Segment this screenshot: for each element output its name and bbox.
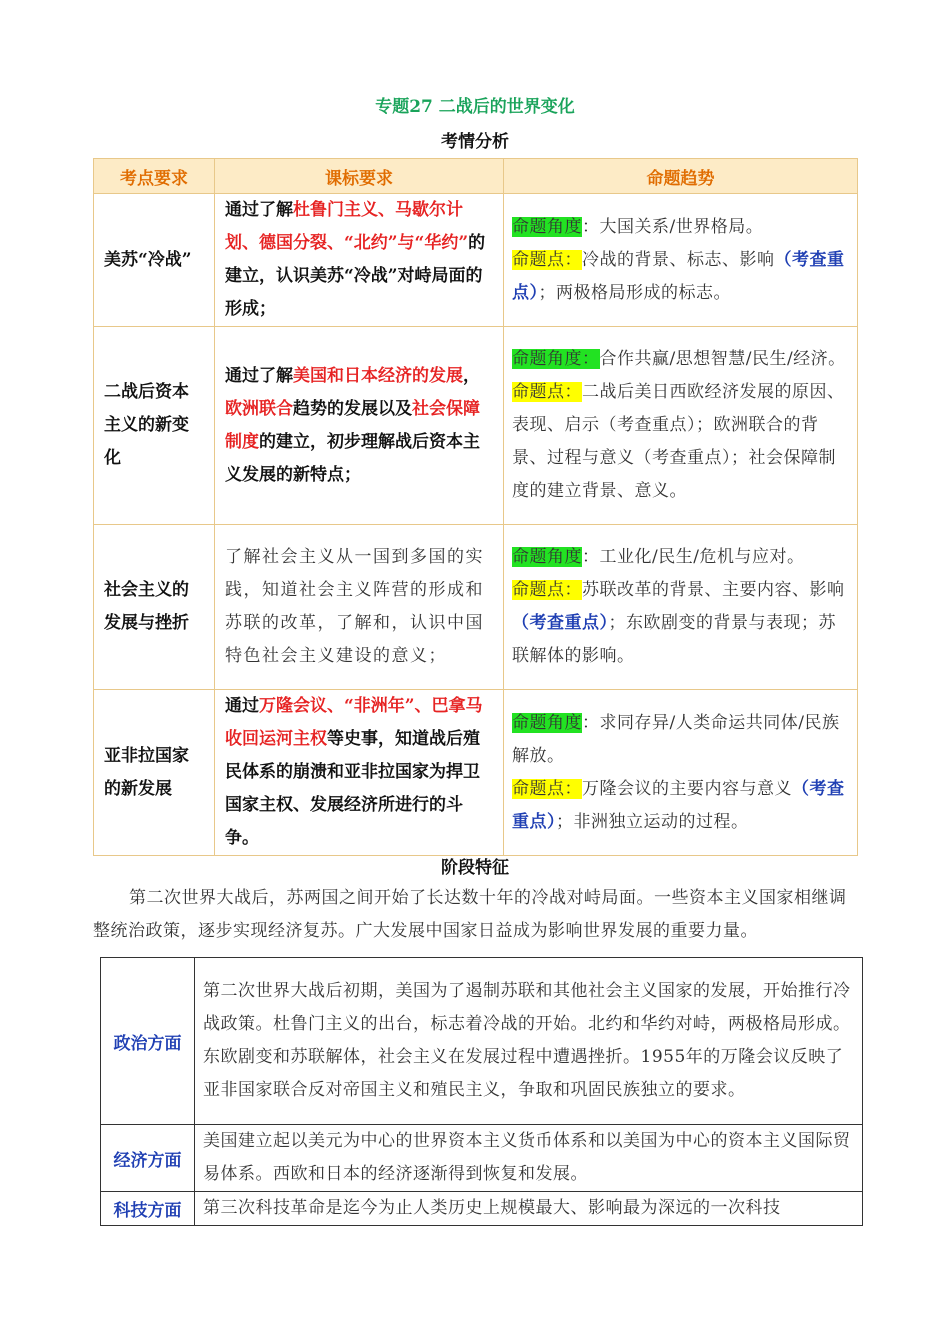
standard-keyword: 欧洲联合: [225, 398, 293, 419]
point-text: 苏联改革的背景、主要内容、影响: [582, 580, 845, 600]
trend-angle: [512, 211, 849, 244]
table-row: [101, 958, 863, 1125]
trend-cell: [504, 194, 858, 327]
header-cell: 考点要求: [94, 159, 215, 194]
point-text: 二战后美日西欧经济发展的原因、表现、启示（考查重点）；欧洲联合的背景、过程与意义（考查重点）；社会保障制度的建立背景、意义。: [512, 382, 845, 501]
angle-label: 命题角度: [512, 216, 582, 237]
point-label: 命题点：: [512, 382, 582, 402]
angle-text: 大国关系/世界格局。: [599, 216, 764, 237]
standard-text: 的建立，认识美苏“冷战”对峙局面的形成；: [225, 233, 486, 319]
standard-text: ，: [463, 365, 480, 386]
aspect-label: 科技方面: [101, 1192, 195, 1226]
angle-label: 命题角度: [512, 547, 582, 567]
header-cell: 课标要求: [215, 159, 504, 194]
aspect-text: 美国建立起以美元为中心的世界资本主义货币体系和以美国为中心的资本主义国际贸易体系。西欧和日本的经济逐渐得到恢复和发展。: [195, 1125, 863, 1192]
point-label: 命题点：: [512, 580, 582, 600]
standard-text: 趋势的发展以及: [293, 398, 412, 419]
angle-sep: ：: [582, 547, 600, 567]
point-text: 冷战的背景、标志、影响: [582, 249, 775, 270]
trend-angle: [512, 343, 849, 376]
aspect-text: 第二次世界大战后初期，美国为了遏制苏联和其他社会主义国家的发展，开始推行冷战政策。杜鲁门主义的出台，标志着冷战的开始。北约和华约对峙，两极格局形成。东欧剧变和苏联解体，社会主义在发展过程中遭遇挫折。1955年的万隆会议反映了亚非国家联合反对帝国主义和殖民主义，争取和巩固民族独立的要求。: [195, 958, 863, 1125]
table-row: [94, 194, 858, 327]
angle-sep: ：: [582, 216, 600, 237]
standard-keyword: 万隆会议、“非洲年”、巴拿马收回运河主权: [225, 696, 483, 749]
point-label: 命题点：: [512, 249, 582, 270]
table-row: [94, 327, 858, 525]
trend-point: [512, 376, 849, 508]
stage-paragraph: 第二次世界大战后，苏两国之间开始了长达数十年的冷战对峙局面。一些资本主义国家相继调整统治政策，逐步实现经济复苏。广大发展中国家日益成为影响世界发展的重要力量。: [93, 888, 847, 941]
standard-keyword: 社会保障制度: [225, 398, 480, 452]
stage-features-table: [100, 957, 863, 1226]
standard-text: 了解社会主义从一国到多国的实践，知道社会主义阵营的形成和苏联的改革，了解和，认识中国特色社会主义建设的意义；: [225, 547, 484, 666]
standard-keyword: 美国和日本经济的发展: [293, 365, 463, 386]
point-text: ；非洲独立运动的过程。: [556, 811, 749, 832]
angle-text: 合作共赢/思想智慧/民生/经济。: [599, 349, 846, 369]
point-text: ；东欧剧变的背景与表现；苏联解体的影响。: [512, 613, 836, 666]
standard-text: 的建立，初步理解战后资本主义发展的新特点；: [225, 431, 480, 485]
topic-cell: 亚非拉国家的新发展: [94, 690, 215, 856]
document-title: 专题27 二战后的世界变化: [375, 97, 575, 117]
trend-point: [512, 574, 849, 673]
angle-text: 工业化/民生/危机与应对。: [599, 547, 805, 567]
trend-cell: [504, 690, 858, 856]
table-header-row: [94, 159, 858, 194]
point-text: 万隆会议的主要内容与意义: [582, 778, 792, 799]
aspect-label: 经济方面: [101, 1125, 195, 1192]
header-cell: 命题趋势: [504, 159, 858, 194]
trend-point: [512, 773, 849, 839]
topic-cell: 社会主义的发展与挫折: [94, 525, 215, 690]
exam-analysis-table: [93, 158, 858, 856]
topic-cell: 美苏“冷战”: [94, 194, 215, 327]
trend-point: [512, 244, 849, 310]
trend-cell: [504, 327, 858, 525]
focus-tag: （考查重点）: [512, 778, 845, 832]
angle-text: 求同存异/人类命运共同体/民族解放。: [512, 712, 840, 766]
standard-text: 等史事，知道战后殖民体系的崩溃和亚非拉国家为捍卫国家主权、发展经济所进行的斗争。: [225, 729, 480, 848]
standard-text: 通过了解: [225, 365, 293, 386]
trend-angle: [512, 541, 849, 574]
focus-tag: （考查重点）: [512, 613, 609, 633]
table-row: [101, 1192, 863, 1226]
angle-sep: ：: [582, 712, 600, 733]
standard-cell: [215, 327, 504, 525]
angle-label: 命题角度：: [512, 349, 600, 369]
point-text: ；两极格局形成的标志。: [538, 282, 731, 303]
section-heading-stage: 阶段特征: [441, 858, 509, 878]
topic-cell: 二战后资本主义的新变化: [94, 327, 215, 525]
standard-text: 通过了解: [225, 200, 293, 220]
standard-text: 通过: [225, 696, 259, 716]
table-row: [94, 690, 858, 856]
aspect-text: 第三次科技革命是迄今为止人类历史上规模最大、影响最为深远的一次科技: [195, 1192, 863, 1226]
focus-tag: （考查重点）: [512, 249, 845, 303]
table-row: [101, 1125, 863, 1192]
section-heading-analysis: 考情分析: [441, 132, 509, 152]
trend-angle: [512, 707, 849, 773]
point-label: 命题点：: [512, 778, 582, 799]
aspect-label: 政治方面: [101, 958, 195, 1125]
standard-keyword: 杜鲁门主义、马歇尔计划、德国分裂、“北约”与“华约”: [225, 200, 469, 253]
standard-cell: [215, 194, 504, 327]
standard-cell: [215, 525, 504, 690]
angle-label: 命题角度: [512, 712, 582, 733]
table-row: [94, 525, 858, 690]
standard-cell: [215, 690, 504, 856]
trend-cell: [504, 525, 858, 690]
